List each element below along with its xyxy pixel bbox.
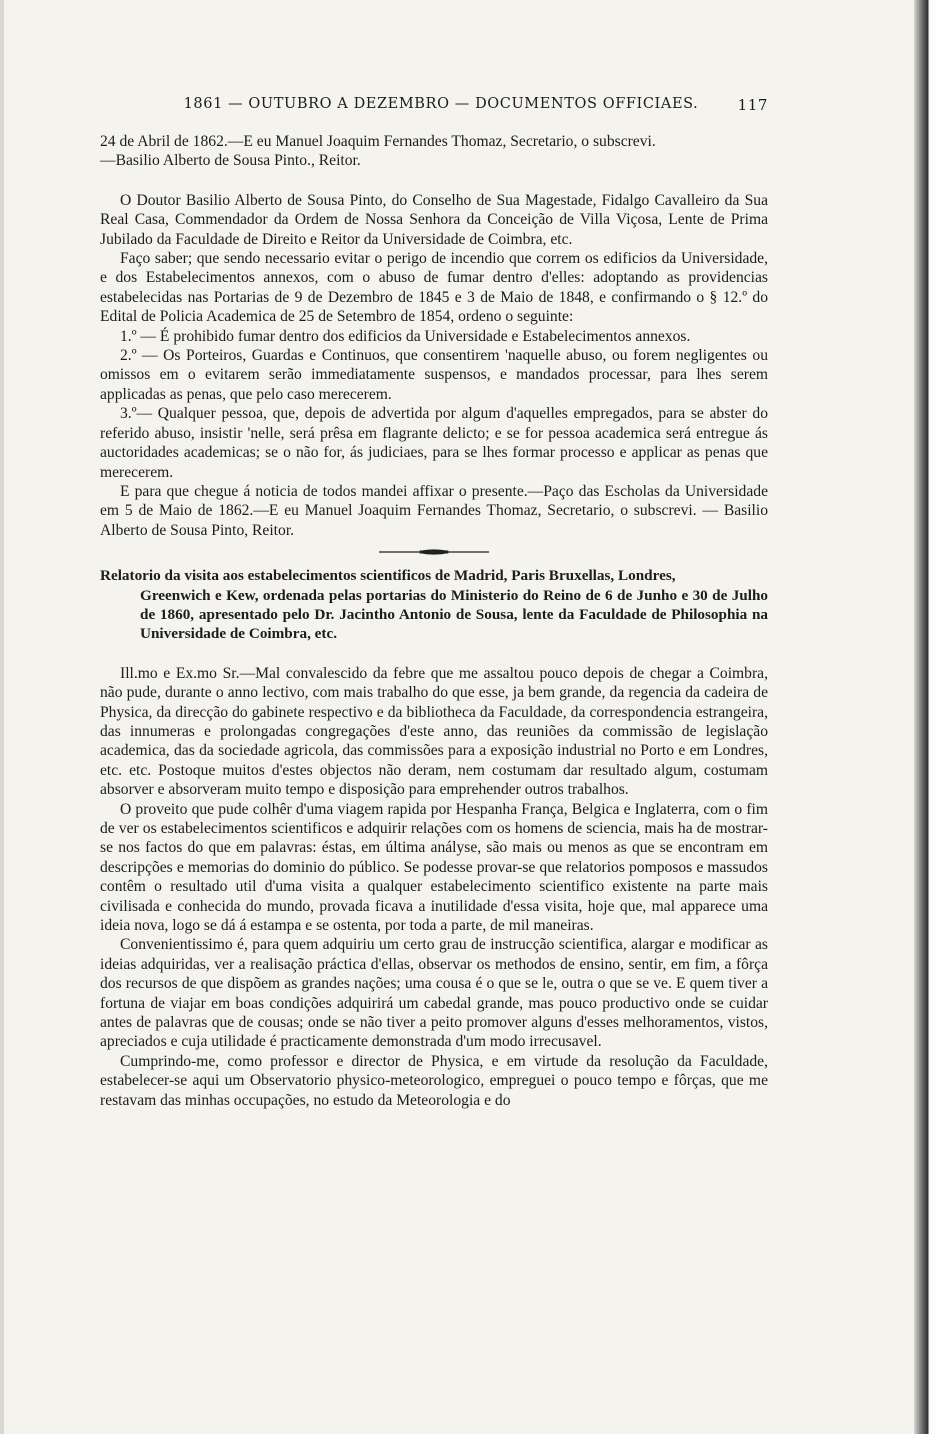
edital-item-2: 2.º — Os Porteiros, Guardas e Continuos, que consentirem 'naquelle abuso, ou forem negligentes ou omissos em o evitarem serão immediatamente suspensos, e mandados processar, para lhes serem applicadas as penas, que pelo caso merecerem. [100, 347, 768, 403]
edital-preamble: O Doutor Basilio Alberto de Sousa Pinto, do Conselho de Sua Magestade, Fidalgo Cavalleiro da Sua Real Casa, Commendador da Ordem de Nossa Senhora da Conceição de Villa Viçosa, Lente de Prima Jubilado da Faculdade de Direito e Reitor da Universidade de Coimbra, etc. [100, 191, 768, 248]
report-title-first-line: Relatorio da visita aos estabelecimentos scientificos de Madrid, Paris Bruxellas, Londres, [100, 567, 676, 585]
signature-line-1: 24 de Abril de 1862.—E eu Manuel Joaquim Fernandes Thomaz, Secretario, o subscrevi. [100, 133, 656, 150]
page-body [100, 96, 768, 1110]
report-title-rest: Greenwich e Kew, ordenada pelas portarias do Ministerio do Reino de 6 de Junho e 30 de Julho de 1860, apresentado pelo Dr. Jacintho Antonio de Sousa, lente da Faculdade de Philosophia na Universidade de Coimbra, etc. [140, 586, 768, 643]
section-divider [100, 544, 768, 560]
report-paragraph-4: Cumprindo-me, como professor e director de Physica, e em virtude da resolução da Faculdade, estabelecer-se aqui um Observatorio physico-meteorologico, empreguei o pouco tempo e fôrças, que me restavam das minhas occupações, no estudo da Meteorologia e do [100, 1052, 768, 1109]
report-paragraph-1: Ill.mo e Ex.mo Sr.—Mal convalescido da febre que me assaltou pouco depois de chegar a Coimbra, não pude, durante o anno lectivo, com mais trabalho do que esse, ja bem grande, da regencia da cadeira de Physica, da direcção do gabinete respectivo e da bibliotheca da Faculdade, da correspondencia estrangeira, das innumeras e prolongadas congregações d'este anno, das reuniões da commissão de legislação academica, das da sociedade agricola, das commissões para a exposição industrial no Porto e em Londres, etc. etc. Postoque muitos d'estes objectos não deram, nem costumam dar resultado algum, costumam absorver e absorveram muito tempo e disposição para emprehender outros trabalhos. [100, 664, 768, 799]
signature-line-2: —Basilio Alberto de Sousa Pinto., Reitor. [100, 152, 361, 170]
report-paragraph-3: Convenientissimo é, para quem adquiriu um certo grau de instrucção scientifica, alargar e modificar as ideias adquiridas, ver a realisação práctica d'ellas, observar os methodos de ensino, sentir, em fim, a fôrça dos recursos de que dispõem as grandes nações; uma cousa é o que se le, outra o que se ve. E quem tiver a fortuna de viajar em boas condições adquirirá um cabedal grande, mas pouco productivo onde se cuidar antes de palavras que de cousas; onde se não tiver a peito promover alguns d'esses melhoramentos, vistos, apreciados e cuja utilidade é practicamente demonstrada d'um modo irrecusavel. [100, 936, 768, 1051]
page-edge-right [914, 0, 938, 1434]
edital-closing: E para que chegue á noticia de todos mandei affixar o presente.—Paço das Escholas da Universidade em 5 de Maio de 1862.—E eu Manuel Joaquim Fernandes Thomaz, Secretario, o subscrevi. — Basilio Alberto de Sousa Pinto, Reitor. [100, 482, 768, 539]
edital-item-3: 3.º— Qualquer pessoa, que, depois de advertida por algum d'aquelles empregados, para se abster do referido abuso, insistir 'nelle, será prêsa em flagrante delicto; e se for pessoa academica será entregue ás auctoridades academicas; se o não for, ás judiciaes, para se lhes formar processo e applicar as penas que merecerem. [100, 405, 768, 481]
header-title: 1861 — OUTUBRO A DEZEMBRO — DOCUMENTOS OFFICIAES. [183, 96, 699, 112]
running-header [100, 96, 768, 122]
edital-intro: Faço saber; que sendo necessario evitar o perigo de incendio que correm os edificios da Universidade, e dos Estabelecimentos annexos, com o abuso de fumar dentro d'elles: adoptando as providencias estabelecidas nas Portarias de 9 de Dezembro de 1845 e 3 de Maio de 1848, e confirmando o § 12.º do Edital de Policia Academica de 25 de Setembro de 1854, ordeno o seguinte: [100, 250, 768, 326]
page-number: 117 [737, 96, 768, 114]
report-paragraph-2: O proveito que pude colhêr d'uma viagem rapida por Hespanha França, Belgica e Inglaterra, com o fim de ver os estabelecimentos scientificos e adquirir relações com os homens de sciencia, mais ha de mostrar-se nos factos do que em palavras: éstas, em última anályse, são mais ou menos as que se encontram em descripções e memorias do dominio do público. Se podesse provar-se que relatorios pomposos e massudos contêm o resultado util d'uma visita a qualquer estabelecimento scientifico existente na parte mais civilisada e conhecida do mundo, provada ficava a inutilidade d'essa visita, hoje que, mal apparece uma ideia nova, logo se dá á estampa e se ostenta, por toda a parte, de mil maneiras. [100, 800, 768, 935]
page-edge-left [0, 0, 4, 1434]
edital-item-1: 1.º — É prohibido fumar dentro dos edificios da Universidade e Estabelecimentos annexos. [120, 327, 691, 345]
report-title [100, 566, 768, 644]
